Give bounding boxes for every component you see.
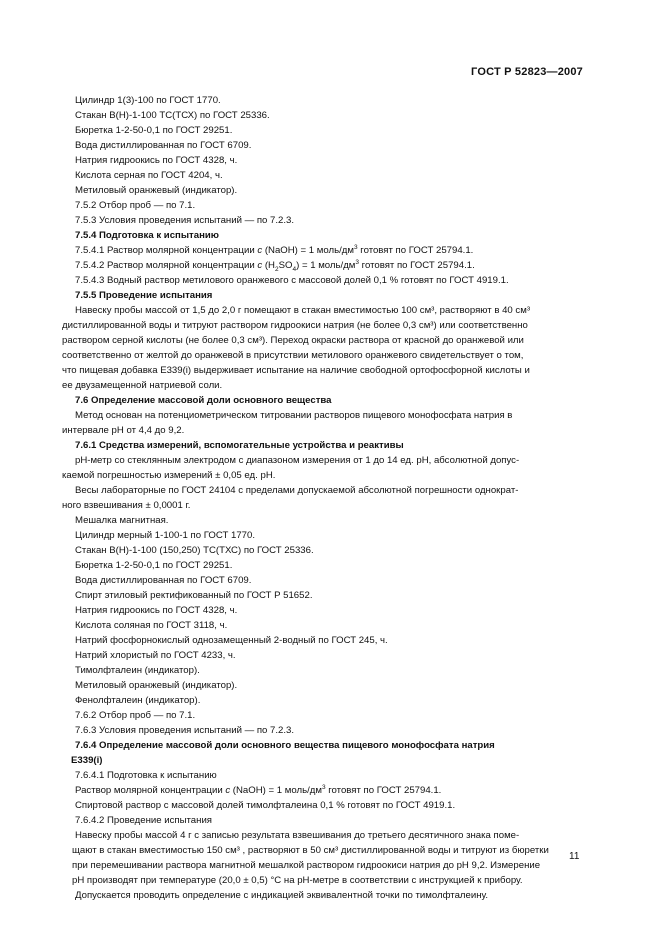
paragraph-ph-meter (62, 453, 585, 483)
list-item: Цилиндр 1(3)-100 по ГОСТ 1770. (75, 95, 221, 106)
paragraph-7-5-5 (62, 303, 585, 393)
clause-7-5-4-1 (75, 243, 585, 258)
heading-line: 7.6.4 Определение массовой доли основного вещества пищевого монофосфата натрия (75, 740, 495, 751)
clause-text: готовят по ГОСТ 25794.1. (359, 260, 475, 271)
page-header: ГОСТ Р 52823—2007 (471, 66, 583, 78)
list-item: Метиловый оранжевый (индикатор). (75, 680, 238, 691)
equipment-list-2 (75, 513, 585, 708)
paragraph-line: каемой погрешностью измерений ± 0,05 ед. pH. (62, 470, 276, 481)
clause-7-6-4-1: 7.6.4.1 Подготовка к испытанию (75, 770, 217, 781)
list-item: Натрия гидроокись по ГОСТ 4328, ч. (75, 155, 238, 166)
paragraph-line: дистиллированной воды и титруют раствором гидроокиси натрия (не более 0,3 см³) или соответственно (62, 320, 528, 331)
equipment-list-1 (75, 93, 585, 198)
paragraph-line: Навеску пробы массой от 1,5 до 2,0 г помещают в стакан вместимостью 100 см³, растворяют в 40 см³ (75, 305, 531, 316)
list-item: Натрия гидроокись по ГОСТ 4328, ч. (75, 605, 238, 616)
subscript: 2 (274, 265, 279, 273)
superscript: 3 (321, 783, 326, 791)
paragraph-line: что пищевая добавка Е339(i) выдерживает испытание на наличие свободной ортофосфорной кислоты и (62, 365, 530, 376)
paragraph-line: щают в стакан вместимостью 150 см³ , растворяют в 50 см³ дистиллированной воды и титруют из бюретки (72, 845, 549, 856)
paragraph-line: интервале pH от 4,4 до 9,2. (62, 425, 185, 436)
list-item: Стакан В(Н)-1-100 ТС(ТСХ) по ГОСТ 25336. (75, 110, 270, 121)
superscript: 3 (353, 243, 358, 251)
symbol-c: c (257, 245, 263, 256)
paragraph-line: Весы лабораторные по ГОСТ 24104 с пределами допускаемой абсолютной погрешности однократ- (75, 485, 519, 496)
paragraph-line: ного взвешивания ± 0,0001 г. (62, 500, 191, 511)
list-item: Натрий хлористый по ГОСТ 4233, ч. (75, 650, 236, 661)
list-item: Цилиндр мерный 1-100-1 по ГОСТ 1770. (75, 530, 255, 541)
document-body (62, 93, 585, 903)
clause-7-6-2: 7.6.2 Отбор проб — по 7.1. (75, 710, 196, 721)
list-item: Бюретка 1-2-50-0,1 по ГОСТ 29251. (75, 125, 233, 136)
clause-thymolphthalein-solution: Спиртовой раствор с массовой долей тимолфталеина 0,1 % готовят по ГОСТ 4919.1. (75, 800, 456, 811)
clause-text: готовят по ГОСТ 25794.1. (325, 785, 442, 796)
list-item: Вода дистиллированная по ГОСТ 6709. (75, 575, 252, 586)
list-item: Стакан В(Н)-1-100 (150,250) ТС(ТХС) по ГОСТ 25336. (75, 545, 314, 556)
subscript: 4 (292, 265, 297, 273)
clause-text: ) = 1 моль/дм (296, 260, 356, 271)
list-item: Метиловый оранжевый (индикатор). (75, 185, 238, 196)
paragraph-line: ее двузамещенной натриевой соли. (62, 380, 223, 391)
list-item: Вода дистиллированная по ГОСТ 6709. (75, 140, 252, 151)
paragraph-line: при перемешивании раствора магнитной мешалкой раствором гидроокиси натрия до pH 9,2. Измерение (72, 860, 541, 871)
list-item: Фенолфталеин (индикатор). (75, 695, 201, 706)
superscript: 3 (355, 258, 360, 266)
paragraph-line: pH-метр со стеклянным электродом с диапазоном измерения от 1 до 14 ед. pH, абсолютной допус- (75, 455, 520, 466)
section-heading-7-5-4: 7.5.4 Подготовка к испытанию (75, 230, 219, 241)
clause-7-6-4-2: 7.6.4.2 Проведение испытания (75, 815, 212, 826)
clause-text: SO (278, 260, 293, 271)
paragraph-final: Допускается проводить определение с индикацией эквивалентной точки по тимолфталеину. (75, 890, 489, 901)
paragraph-line: соответственно от желтой до оранжевой в присутствии метилового оранжевого свидетельствует о том, (62, 350, 524, 361)
list-item: Спирт этиловый ректификованный по ГОСТ Р 51652. (75, 590, 313, 601)
clause-7-5-4-2 (75, 258, 585, 273)
section-heading-7-5-5: 7.5.5 Проведение испытания (75, 290, 213, 301)
section-heading-7-6-4 (71, 738, 585, 768)
clause-text: готовят по ГОСТ 25794.1. (357, 245, 474, 256)
symbol-c: c (225, 785, 231, 796)
section-heading-7-6-1: 7.6.1 Средства измерений, вспомогательные устройства и реактивы (75, 440, 404, 451)
clause-7-5-3: 7.5.3 Условия проведения испытаний — по 7.2.3. (75, 215, 295, 226)
page-number: 11 (569, 851, 580, 862)
paragraph-line: Навеску пробы массой 4 г с записью результата взвешивания до третьего десятичного знака поме- (75, 830, 520, 841)
clause-text: (NaOH) = 1 моль/дм (262, 245, 354, 256)
paragraph-scales (62, 483, 585, 513)
list-item: Кислота соляная по ГОСТ 3118, ч. (75, 620, 228, 631)
paragraph-7-6-4-2 (72, 828, 585, 888)
list-item: Бюретка 1-2-50-0,1 по ГОСТ 29251. (75, 560, 233, 571)
list-item: Мешалка магнитная. (75, 515, 169, 526)
clause-naoh-solution (75, 783, 585, 798)
list-item: Тимолфталеин (индикатор). (75, 665, 200, 676)
paragraph-line: раствором серной кислоты (не более 0,3 см³). Переход окраски раствора от красной до оранжевой или (62, 335, 524, 346)
symbol-c: c (257, 260, 263, 271)
clause-text: 7.5.4.1 Раствор молярной концентрации (75, 245, 258, 256)
heading-line: Е339(i) (71, 755, 103, 766)
paragraph-line: Метод основан на потенциометрическом титровании растворов пищевого монофосфата натрия в (75, 410, 513, 421)
list-item: Натрий фосфорнокислый однозамещенный 2-водный по ГОСТ 245, ч. (75, 635, 388, 646)
clause-text: 7.5.4.2 Раствор молярной концентрации (75, 260, 258, 271)
paragraph-7-6 (62, 408, 585, 438)
clause-text: Раствор молярной концентрации (75, 785, 226, 796)
clause-7-6-3: 7.6.3 Условия проведения испытаний — по 7.2.3. (75, 725, 295, 736)
clause-text: (NaOH) = 1 моль/дм (230, 785, 322, 796)
clause-7-5-2: 7.5.2 Отбор проб — по 7.1. (75, 200, 196, 211)
clause-text: (H (262, 260, 275, 271)
paragraph-line: pH производят при температуре (20,0 ± 0,5) °С на pH-метре в соответствии с инструкцией к прибору. (72, 875, 523, 886)
clause-7-5-4-3: 7.5.4.3 Водный раствор метилового оранжевого с массовой долей 0,1 % готовят по ГОСТ 4919.1. (75, 275, 509, 286)
list-item: Кислота серная по ГОСТ 4204, ч. (75, 170, 223, 181)
section-heading-7-6: 7.6 Определение массовой доли основного вещества (75, 395, 332, 406)
